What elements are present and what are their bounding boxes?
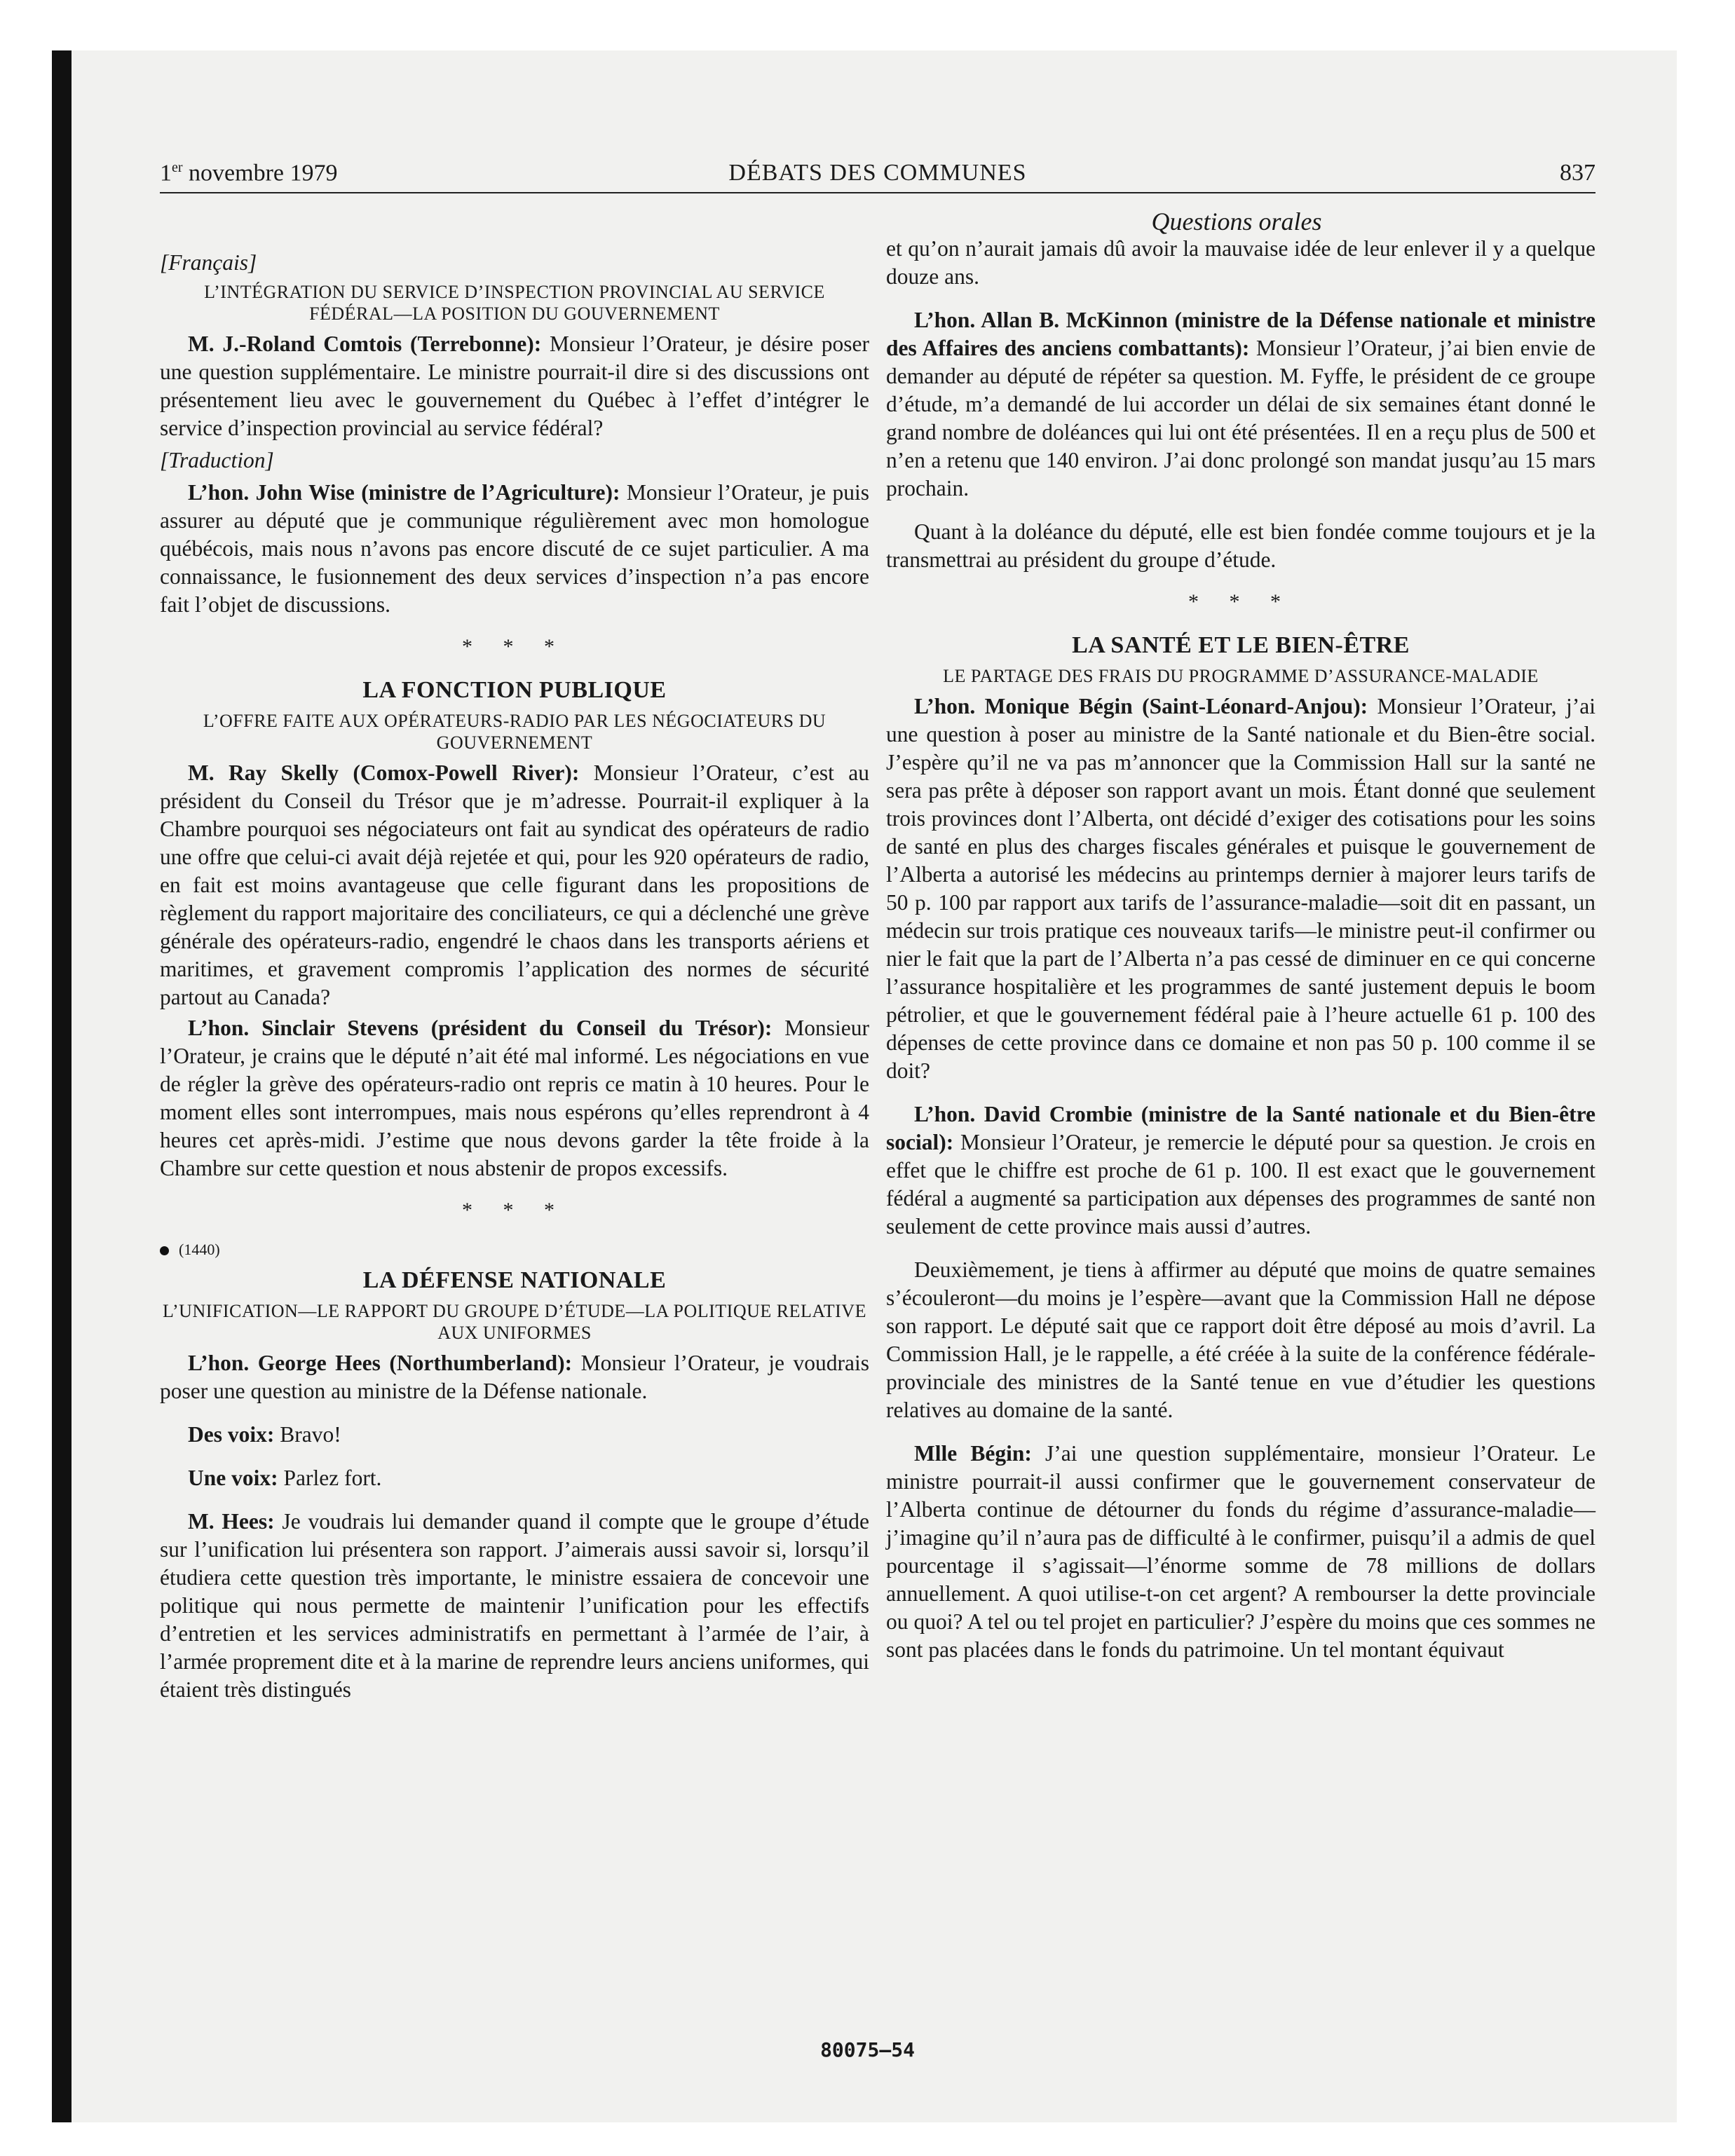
speaker: L’hon. John Wise (ministre de l’Agriculture): <box>188 480 620 505</box>
paragraph: L’hon. Monique Bégin (Saint-Léonard-Anjou): Monsieur l’Orateur, j’ai une question à poser au ministre de la Santé nationale et du Bien-être social. J’espère qu’il ne va pas m’annoncer que la Commission Hall sur la santé ne sera pas prête à déposer son rapport avant un mois. Étant donné que seulement trois provinces dont l’Alberta, ont décidé d’exiger des cotisations pour les soins de santé en plus des charges fiscales générales et puisque le gouvernement de l’Alberta a autorisé les médecins au printemps dernier à majorer leurs tarifs de 50 p. 100 par rapport aux tarifs de l’assurance-maladie—soit dit en passant, un médecin sur trois pratique ces nouveaux tarifs—le ministre peut-il confirmer ou nier le fait que la part de l’Alberta n’a pas cessé de diminuer en ce qui concerne l’assurance hospitalière et les programmes de santé justement depuis le boom pétrolier, et que le gouvernement fédéral paie à l’heure actuelle 61 p. 100 des dépenses de cette province dans ce domaine et non pas 50 p. 100 comme il se doit? <box>886 694 1595 1083</box>
speaker: Des voix: <box>188 1422 275 1447</box>
section-separator: * * * <box>462 635 567 658</box>
paragraph: M. Hees: Je voudrais lui demander quand il compte que le groupe d’étude sur l’unification lui présentera son rapport. J’aimerais aussi savoir si, lorsqu’il étudiera cette question très importante, le ministre essaiera de concevoir une politique qui nous permette de maintenir l’unification pour les effectifs d’entretien et les services administratifs en permettant à l’armée de l’air, à l’armée proprement dite et à la marine de reprendre leurs anciens uniformes, qui étaient très distingués <box>160 1509 869 1702</box>
time-marker: (1440) <box>160 1236 869 1264</box>
section-heading: LA FONCTION PUBLIQUE <box>362 677 667 703</box>
paragraph: Une voix: Parlez fort. <box>188 1466 382 1490</box>
language-tag: [Traduction] <box>160 448 274 472</box>
page-header <box>160 156 1595 193</box>
speaker: L’hon. Allan B. McKinnon (ministre de la Défense nationale et ministre des Affaires des anciens combattants): <box>886 308 1595 360</box>
paragraph: M. Ray Skelly (Comox-Powell River): Monsieur l’Orateur, c’est au président du Conseil du Trésor que je m’adresse. Pourrait-il expliquer à la Chambre pourquoi ses négociateurs ont fait au syndicat des opérateurs de radio une offre que celui-ci avait déjà rejetée et qui, pour les 920 opérateurs de radio, en fait est moins avantageuse que celle figurant dans les propositions de règlement du rapport majoritaire des conciliateurs, ce qui a déclenché une grève générale des opérateurs-radio, engendré le chaos dans les transports aériens et maritimes, et gravement compromis l’application des normes de sécurité partout au Canada? <box>160 760 869 1009</box>
right-column <box>886 235 1595 1667</box>
speaker: L’hon. Monique Bégin (Saint-Léonard-Anjou): <box>914 694 1368 718</box>
paragraph: L’hon. George Hees (Northumberland): Monsieur l’Orateur, je voudrais poser une question au ministre de la Défense nationale. <box>160 1351 869 1403</box>
section-heading: LA DÉFENSE NATIONALE <box>362 1267 667 1293</box>
paragraph: Mlle Bégin: J’ai une question supplémentaire, monsieur l’Orateur. Le ministre pourrait-il aussi confirmer que le gouvernement conservateur de l’Alberta continue de détourner du fonds du régime d’assurance-maladie—j’imagine qu’il n’aura pas de difficulté à le confirmer, puisqu’il a admis de quel pourcentage il s’agissait—l’énorme somme de 78 millions de dollars annuellement. A quoi utilise-t-on cet argent? A rembourser la dette provinciale ou quoi? A tel ou tel projet en particulier? J’espère du moins que ces sommes ne sont pas placées dans le fonds du patrimoine. Un tel montant équivaut <box>886 1441 1595 1662</box>
subheading: L’UNIFICATION—LE RAPPORT DU GROUPE D’ÉTUDE—LA POLITIQUE RELATIVE AUX UNIFORMES <box>163 1301 866 1343</box>
speaker: Une voix: <box>188 1466 278 1490</box>
section-separator: * * * <box>1188 590 1293 613</box>
paragraph: Des voix: Bravo! <box>188 1422 341 1447</box>
header-page-number: 837 <box>1560 160 1595 186</box>
speaker: M. J.-Roland Comtois (Terrebonne): <box>188 332 542 356</box>
paragraph: et qu’on n’aurait jamais dû avoir la mauvaise idée de leur enlever il y a quelque douze ans. <box>886 236 1595 289</box>
speaker: M. Ray Skelly (Comox-Powell River): <box>188 760 580 785</box>
language-tag: [Français] <box>160 250 257 275</box>
paragraph: L’hon. David Crombie (ministre de la Santé nationale et du Bien-être social): Monsieur l’Orateur, je remercie le député pour sa question. Je crois en effet que le chiffre est proche de 61 p. 100. Il est exact que le gouvernement fédéral a augmenté sa participation aux dépenses des programmes de santé non seulement de cette province mais aussi d’autres. <box>886 1102 1595 1239</box>
bullet-icon <box>160 1246 169 1255</box>
scan-edge-bar <box>52 50 72 2122</box>
speaker: M. Hees: <box>188 1509 275 1534</box>
paragraph: Deuxièmement, je tiens à affirmer au député que moins de quatre semaines s’écouleront—du moins je l’espère—avant que la Commission Hall ne dépose son rapport. Le député sait que ce rapport doit être déposé au mois d’avril. La Commission Hall, je le rappelle, a été créée à la suite de la conférence fédérale-provinciale des ministres de la Santé tenue en vue d’étudier les questions relatives au domaine de la santé. <box>886 1257 1595 1422</box>
paragraph: Quant à la doléance du député, elle est bien fondée comme toujours et je la transmettrai au président du groupe d’étude. <box>886 519 1595 572</box>
paragraph: M. J.-Roland Comtois (Terrebonne): Monsieur l’Orateur, je désire poser une question supplémentaire. Le ministre pourrait-il dire si des discussions ont présentement lieu avec le gouvernement du Québec à l’effet d’intégrer le service d’inspection provincial au service fédéral? <box>160 332 869 440</box>
running-head: Questions orales <box>1151 207 1322 236</box>
section-heading: LA SANTÉ ET LE BIEN-ÊTRE <box>1072 632 1410 658</box>
speaker: Mlle Bégin: <box>914 1441 1032 1466</box>
header-title: DÉBATS DES COMMUNES <box>728 160 1027 186</box>
subheading: L’INTÉGRATION DU SERVICE D’INSPECTION PROVINCIAL AU SERVICE FÉDÉRAL—LA POSITION DU GOUVERNEMENT <box>204 282 825 324</box>
speaker: L’hon. Sinclair Stevens (président du Conseil du Trésor): <box>188 1016 773 1040</box>
page-footer-code: 80075—54 <box>820 2038 915 2061</box>
left-column <box>160 235 869 1707</box>
subheading: L’OFFRE FAITE AUX OPÉRATEURS-RADIO PAR LES NÉGOCIATEURS DU GOUVERNEMENT <box>203 711 826 753</box>
speaker: L’hon. David Crombie (ministre de la Santé nationale et du Bien-être social): <box>886 1102 1595 1154</box>
subheading: LE PARTAGE DES FRAIS DU PROGRAMME D’ASSURANCE-MALADIE <box>943 666 1539 686</box>
section-separator: * * * <box>462 1199 567 1222</box>
paragraph: L’hon. Sinclair Stevens (président du Conseil du Trésor): Monsieur l’Orateur, je crains que le député n’ait été mal informé. Les négociations en vue de régler la grève des opérateurs-radio ont repris ce matin à 10 heures. Pour le moment elles sont interrompues, mais nous espérons qu’elles reprendront à 4 heures cet après-midi. J’estime que nous devons garder la tête froide à la Chambre sur cette question et nous abstenir de propos excessifs. <box>160 1016 869 1180</box>
paragraph: L’hon. John Wise (ministre de l’Agriculture): Monsieur l’Orateur, je puis assurer au député que je communique régulièrement avec mon homologue québécois, mais nous n’avons pas encore discuté de ce sujet particulier. A ma connaissance, le fusionnement des deux services d’inspection n’a pas encore fait l’objet de discussions. <box>160 480 869 617</box>
speaker: L’hon. George Hees (Northumberland): <box>188 1351 573 1375</box>
header-date: 1er novembre 1979 <box>160 160 338 186</box>
paragraph: L’hon. Allan B. McKinnon (ministre de la Défense nationale et ministre des Affaires des anciens combattants): Monsieur l’Orateur, j’ai bien envie de demander au député de répéter sa question. M. Fyffe, le président de ce groupe d’étude, m’a demandé de lui accorder un délai de six semaines étant donné le grand nombre de doléances qui lui ont été présentées. Il en a reçu plus de 500 et n’en a retenu que 140 environ. J’ai donc prolongé son mandat jusqu’au 15 mars prochain. <box>886 308 1595 500</box>
